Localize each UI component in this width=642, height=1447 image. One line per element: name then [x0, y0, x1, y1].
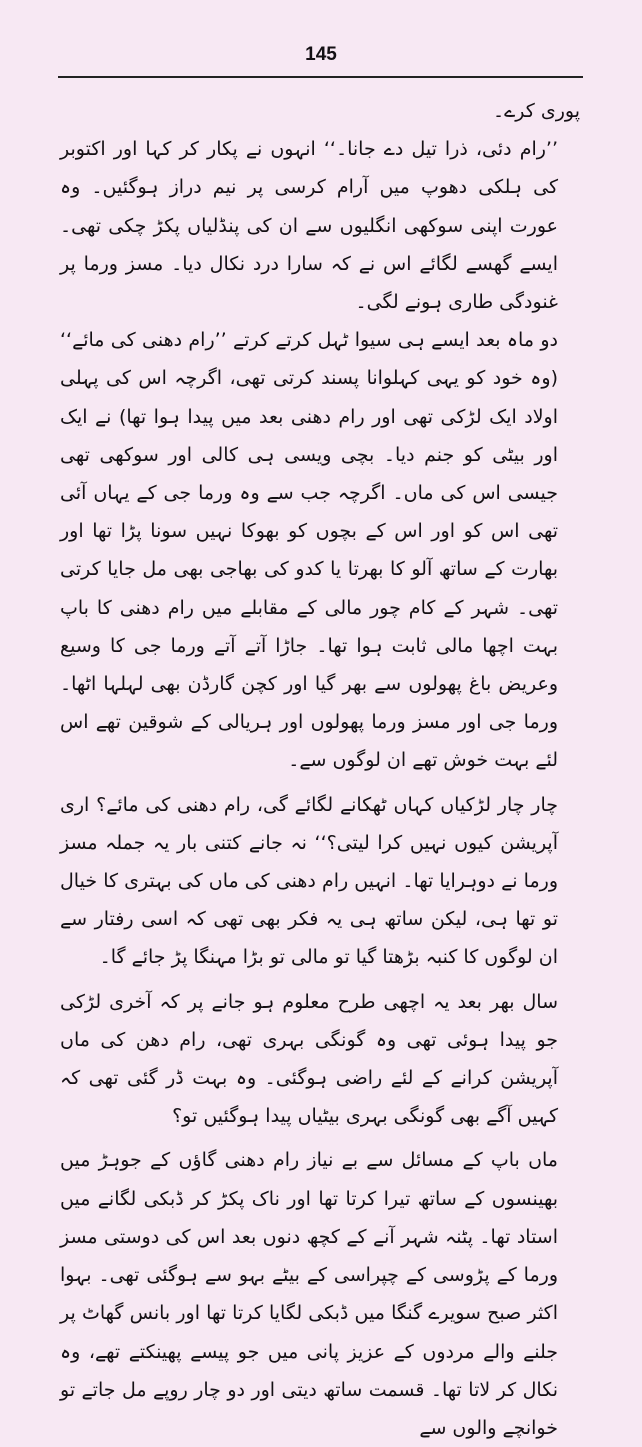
page-number: 145	[305, 44, 337, 65]
paragraph-6: ماں باپ کے مسائل سے بے نیاز رام دھنی گاؤں کے جوہڑ میں بھینسوں کے ساتھ تیرا کرتا تھا اور ناک پکڑ کر ڈبکی لگانے میں استاد تھا۔ پٹنہ شہر آنے کے کچھ دنوں بعد اس کی دوستی مسز ورما کے پڑوسی کے چپراسی کے بیٹے بہو سے ہوگئی تھی۔ بہوا اکثر صبح سویرے گنگا میں ڈبکی لگایا کرتا تھا اور بانس گھاٹ پر جلنے والے مردوں کے عزیز پانی میں جو پیسے پھینکتے تھے، وہ نکال کر لاتا تھا۔ قسمت ساتھ دیتی اور دو چار روپے مل جاتے تو خوانچے والوں سے	[60, 1149, 558, 1439]
paragraph-5: سال بھر بعد یہ اچھی طرح معلوم ہو جانے پر کہ آخری لڑکی جو پیدا ہوئی تھی وہ گونگی بہری تھی، رام دھن کی ماں آپریشن کرانے کے لئے راضی ہوگئی۔ وہ بہت ڈر گئی تھی کہ کہیں آگے بھی گونگی بہری بیٹیاں پیدا ہوگئیں تو؟	[60, 990, 558, 1128]
paragraph-3: دو ماہ بعد ایسے ہی سیوا ٹہل کرتے کرتے ’’رام دھنی کی مائے‘‘ (وہ خود کو یہی کہلوانا پسند کرتی تھی، اگرچہ اس کی پہلی اولاد ایک لڑکی تھی اور رام دھنی بعد میں پیدا ہوا تھا) نے ایک اور بیٹی کو جنم دیا۔ بچی ویسی ہی کالی اور سوکھی تھی جیسی اس کی ماں۔ اگرچہ جب سے وہ ورما جی کے یہاں آئی تھی اس کو اور اس کے بچوں کو بھوکا نہیں سونا پڑا تھا اور بھارت کے ساتھ آلو کا بھرتا یا کدو کی بھاجی بھی مل جایا کرتی تھی۔ شہر کے کام چور مالی کے مقابلے میں رام دھنی کا باپ بہت اچھا مالی ثابت ہوا تھا۔ جاڑا آتے آتے ورما جی کا وسیع وعریض باغ پھولوں سے بھر گیا اور کچن گارڈن بھی لہلہا اٹھا۔ ورما جی اور مسز ورما پھولوں اور ہریالی کے شوقین تھے اس لئے بہت خوش تھے ان لوگوں سے۔	[60, 329, 558, 772]
paragraph-4: چار چار لڑکیاں کہاں ٹھکانے لگائے گی، رام دھنی کی مائے؟ اری آپریشن کیوں نہیں کرا لیتی؟‘‘ نہ جانے کتنی بار یہ جملہ مسز ورما نے دوہرایا تھا۔ انہیں رام دھنی کی ماں کی بہتری کا خیال تو تھا ہی، لیکن ساتھ ہی یہ فکر بھی تھی کہ اسی رفتار سے ان لوگوں کا کنبہ بڑھتا گیا تو مالی تو بڑا مہنگا پڑ جائے گا۔	[60, 793, 558, 969]
paragraph-2: ’’رام دئی، ذرا تیل دے جانا۔‘‘ انہوں نے پکار کر کہا اور اکتوبر کی ہلکی دھوپ میں آرام کرسی پر نیم دراز ہوگئیں۔ وہ عورت اپنی سوکھی انگلیوں سے ان کی پنڈلیاں پکڑ چکی تھی۔ ایسے گھسے لگائے اس نے کہ سارا درد نکال دیا۔ مسز ورما پر غنودگی طاری ہونے لگی۔	[60, 138, 558, 314]
header-rule	[58, 76, 583, 78]
paragraph-1: پوری کرے۔	[493, 100, 580, 122]
body-text	[60, 92, 580, 1447]
